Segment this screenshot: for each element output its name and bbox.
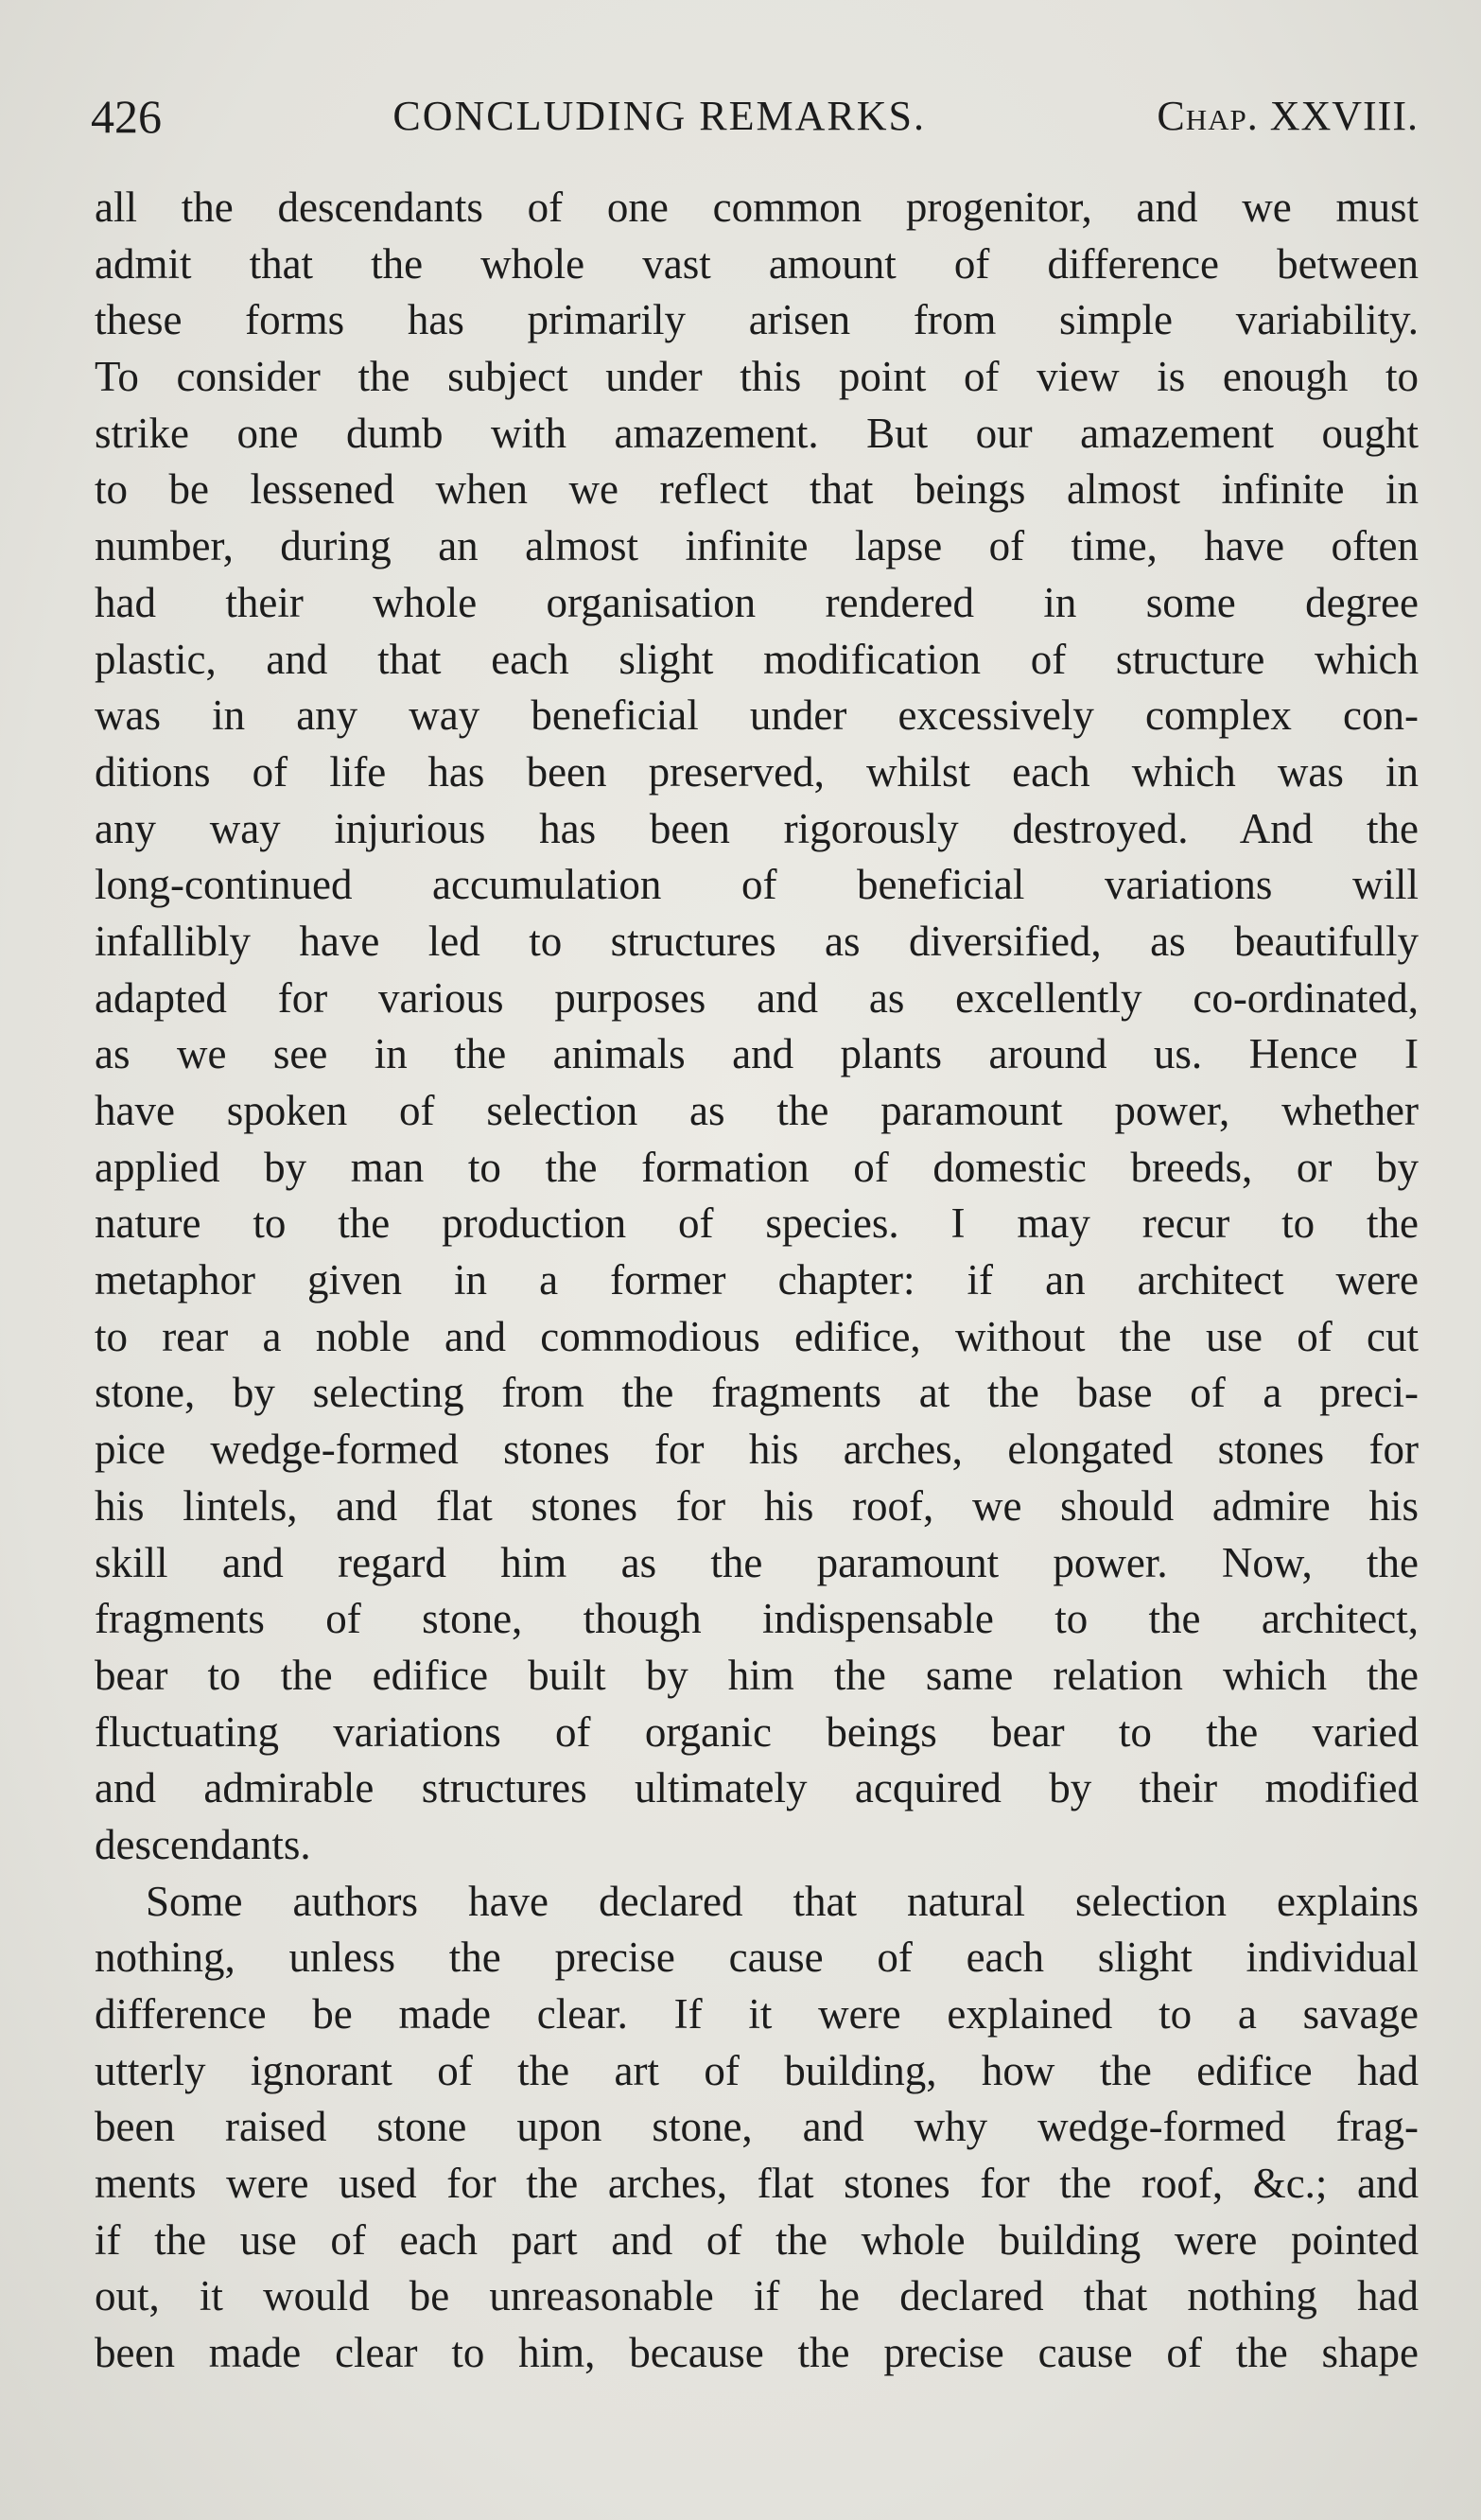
text-line: bear to the edifice built by him the same relation which the bbox=[95, 1651, 1419, 1699]
text-line: ditions of life has been preserved, whilst each which was in bbox=[95, 747, 1419, 796]
text-line: infallibly have led to structures as diversified, as beautifully bbox=[95, 917, 1419, 965]
text-line: nature to the production of species. I may recur to the bbox=[95, 1199, 1419, 1248]
page-number: 426 bbox=[91, 90, 162, 143]
text-line: any way injurious has been rigorously destroyed. And the bbox=[95, 804, 1419, 852]
chapter-label: Chap. XXVIII. bbox=[1157, 93, 1419, 139]
text-line: adapted for various purposes and as excellently co-ordinated, bbox=[95, 973, 1419, 1022]
text-line: and admirable structures ultimately acquired by their modified bbox=[95, 1764, 1419, 1812]
paragraph bbox=[95, 180, 1419, 1874]
text-line: these forms has primarily arisen from simple variability. bbox=[95, 296, 1419, 344]
text-line: metaphor given in a former chapter: if an architect were bbox=[95, 1256, 1419, 1304]
text-line: admit that the whole vast amount of difference between bbox=[95, 239, 1419, 288]
text-line: long-continued accumulation of beneficial variations will bbox=[95, 861, 1419, 909]
text-line: fragments of stone, though indispensable to the architect, bbox=[95, 1595, 1419, 1643]
text-line: difference be made clear. If it were explained to a savage bbox=[95, 1990, 1419, 2038]
text-line: To consider the subject under this point of view is enough to bbox=[95, 353, 1419, 401]
text-line: have spoken of selection as the paramount power, whether bbox=[95, 1087, 1419, 1134]
text-line: plastic, and that each slight modification of structure which bbox=[95, 635, 1419, 683]
text-line: Some authors have declared that natural selection explains bbox=[146, 1877, 1419, 1925]
text-line: nothing, unless the precise cause of each slight individual bbox=[95, 1934, 1419, 1982]
text-line: to rear a noble and commodious edifice, without the use of cut bbox=[95, 1312, 1419, 1360]
text-line: if the use of each part and of the whole building were pointed bbox=[95, 2215, 1419, 2264]
page-header bbox=[91, 83, 1419, 149]
text-line: been raised stone upon stone, and why wedge-formed frag- bbox=[95, 2103, 1419, 2151]
text-line: to be lessened when we reflect that beings almost infinite in bbox=[95, 465, 1419, 514]
text-line: all the descendants of one common progenitor, and we must bbox=[95, 184, 1419, 231]
text-line: descendants. bbox=[95, 1820, 311, 1868]
text-line: strike one dumb with amazement. But our amazement ought bbox=[95, 409, 1419, 457]
text-line: pice wedge-formed stones for his arches, elongated stones for bbox=[95, 1426, 1419, 1474]
text-line: stone, by selecting from the fragments at the base of a preci- bbox=[95, 1369, 1419, 1417]
paragraph bbox=[95, 1874, 1419, 2382]
text-line: skill and regard him as the paramount power. Now, the bbox=[95, 1538, 1419, 1586]
text-line: his lintels, and flat stones for his roof, we should admire his bbox=[95, 1481, 1419, 1530]
body-text bbox=[95, 180, 1419, 2382]
text-line: had their whole organisation rendered in some degree bbox=[95, 578, 1419, 626]
text-line: been made clear to him, because the precise cause of the shape bbox=[95, 2329, 1419, 2377]
text-line: was in any way beneficial under excessively complex con- bbox=[95, 691, 1419, 740]
text-line: out, it would be unreasonable if he declared that nothing had bbox=[95, 2272, 1419, 2320]
text-line: as we see in the animals and plants around us. Hence I bbox=[95, 1030, 1419, 1078]
text-line: fluctuating variations of organic beings bear to the varied bbox=[95, 1707, 1419, 1756]
text-line: number, during an almost infinite lapse of time, have often bbox=[95, 522, 1419, 570]
text-line: ments were used for the arches, flat stones for the roof, &c.; and bbox=[95, 2160, 1419, 2208]
running-title: CONCLUDING REMARKS. bbox=[392, 93, 926, 139]
text-line: applied by man to the formation of domestic breeds, or by bbox=[95, 1143, 1419, 1191]
text-line: utterly ignorant of the art of building, how the edifice had bbox=[95, 2046, 1419, 2094]
